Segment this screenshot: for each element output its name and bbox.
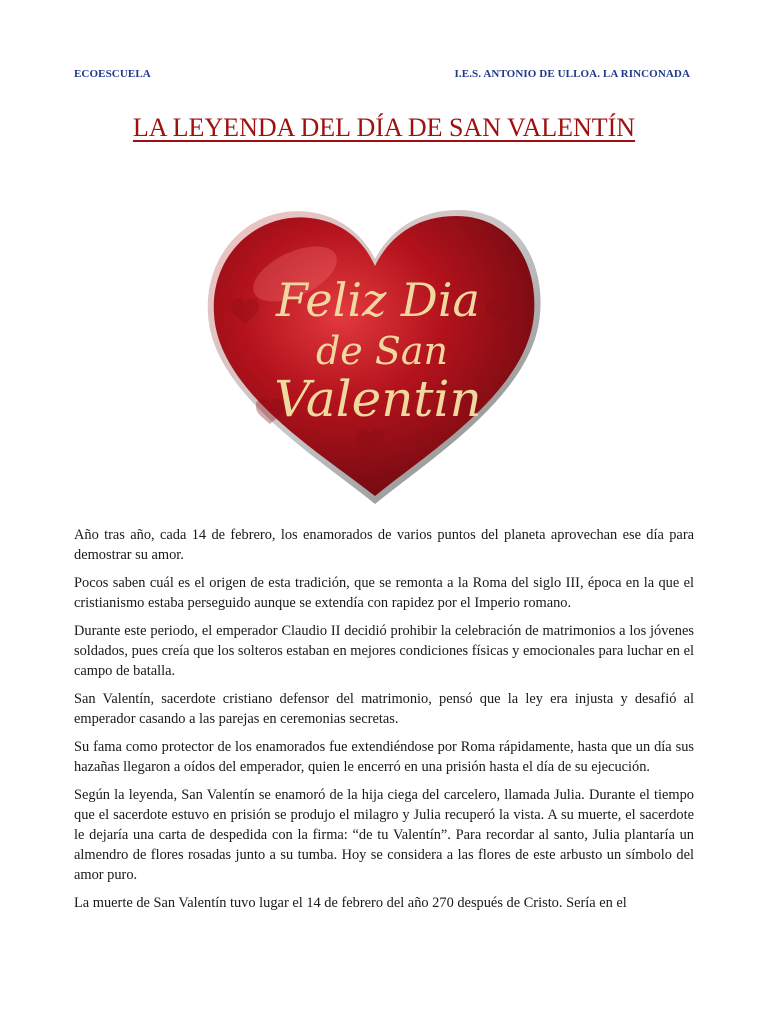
balloon-line-2: de San [315,329,449,373]
paragraph: San Valentín, sacerdote cristiano defensor del matrimonio, pensó que la ley era injusta y desafió al emperador casando a las parejas en ceremonias secretas. [74,691,694,727]
article-body [74,525,694,921]
page-header [74,68,690,80]
heart-balloon-image [200,204,550,514]
paragraph: Su fama como protector de los enamorados fue extendiéndose por Roma rápidamente, hasta que un día sus hazañas llegaron a oídos del emperador, quien le encerró en una prisión hasta el día de su ejecución. [74,739,694,775]
paragraph: La muerte de San Valentín tuvo lugar el 14 de febrero del año 270 después de Cristo. Sería en el [74,895,627,911]
balloon-line-1: Feliz Dia [276,273,480,327]
header-right: I.E.S. ANTONIO DE ULLOA. LA RINCONADA [454,68,690,80]
page-title: LA LEYENDA DEL DÍA DE SAN VALENTÍN [132,113,636,142]
paragraph: Pocos saben cuál es el origen de esta tradición, que se remonta a la Roma del siglo III, época en la que el cristianismo estaba perseguido aunque se extendía con rapidez por el Imperio romano. [74,575,694,611]
paragraph: Durante este periodo, el emperador Claudio II decidió prohibir la celebración de matrimonios a los jóvenes soldados, pues creía que los solteros estaban en mejores condiciones físicas y emocionales para luchar en el campo de batalla. [74,623,694,679]
paragraph: Año tras año, cada 14 de febrero, los enamorados de varios puntos del planeta aprovechan ese día para demostrar su amor. [74,527,694,563]
header-left: ECOESCUELA [74,68,151,80]
paragraph: Según la leyenda, San Valentín se enamoró de la hija ciega del carcelero, llamada Julia. Durante el tiempo que el sacerdote estuvo en prisión se produjo el milagro y Julia recuperó la vista. A su muerte, el sacerdote le dejaría una carta de despedida con la firma: “de tu Valentín”. Para recordar al santo, Julia plantaría un almendro de flores rosadas junto a su tumba. Hoy se considera a las flores de este arbusto un símbolo del amor puro. [74,787,694,883]
balloon-line-3: Valentin [274,370,482,428]
heart-balloon-icon [200,204,550,514]
